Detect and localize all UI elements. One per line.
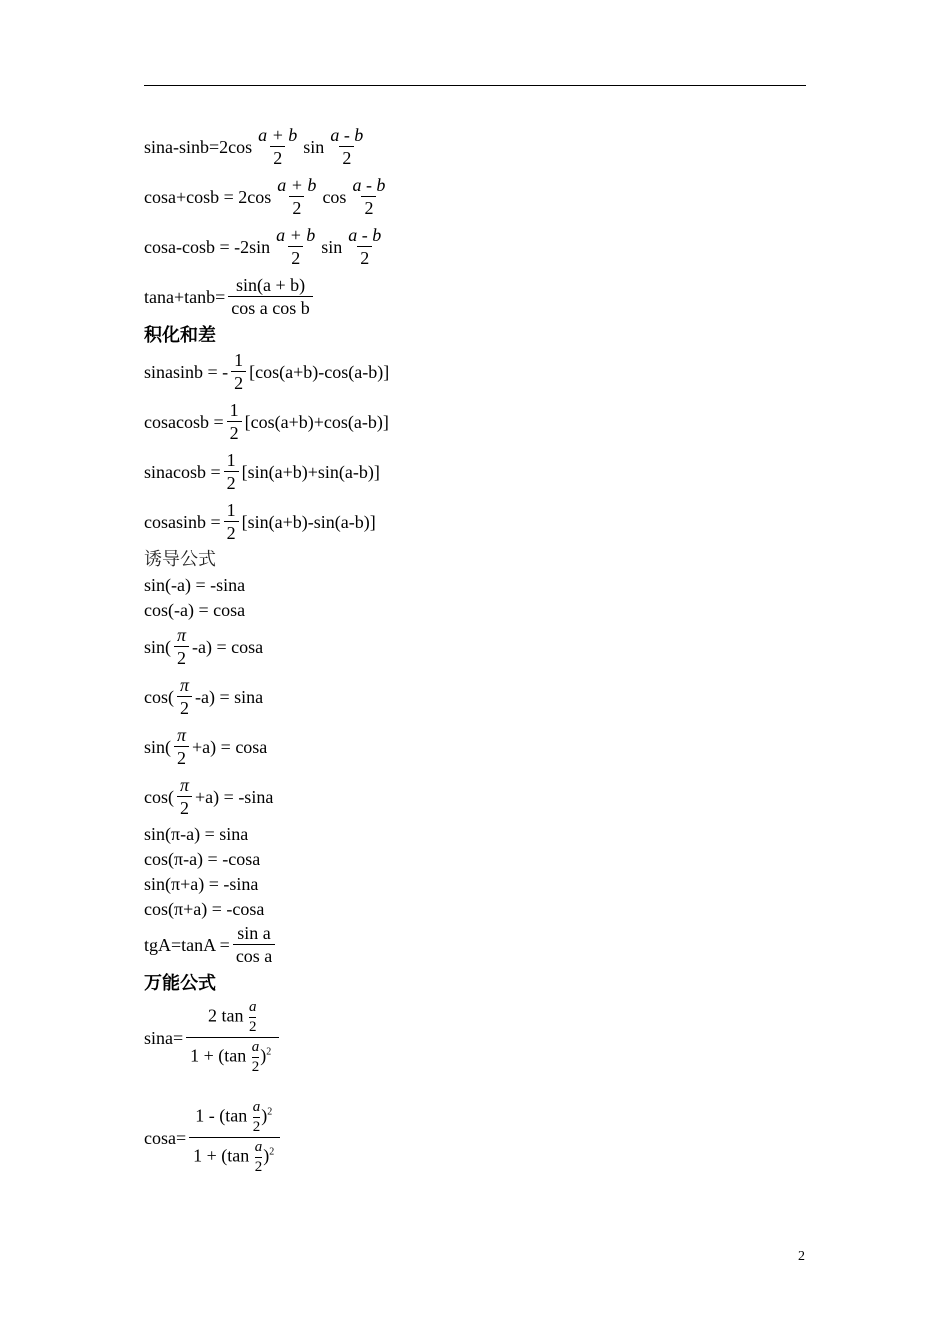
- formula-cos-pi-minus: cos(π-a) = -cosa: [144, 849, 261, 869]
- formula-cos-pi-plus: cos(π+a) = -cosa: [144, 899, 265, 919]
- formula-induction-3: sin( $\frac{\pi}{2}$ +a) = cosa: [144, 725, 268, 768]
- formula-sinasinb: sinasinb = - $\frac{1}{2}$ [cos(a+b)-cos(a-b)]: [144, 350, 390, 393]
- formula-induction-2: cos( $\frac{\pi}{2}$ -a) = sina: [144, 675, 264, 718]
- header-rule: [144, 85, 806, 86]
- fraction: $\frac{a + b}{2}$: [258, 125, 298, 168]
- heading-universal: 万能公式: [144, 973, 216, 994]
- heading-product-to-sum: 积化和差: [144, 325, 216, 346]
- fraction-a-half: $\frac{a}{2}$: [254, 1139, 263, 1175]
- fraction-large: 1 - (tan $\frac{a}{2}$ )$^2$ 1 + (tan $\frac{a}{2}$ )$^2$: [189, 1100, 280, 1175]
- formula-sin-pi-plus: sin(π+a) = -sina: [144, 874, 259, 894]
- formula-sinacosb: sinacosb = $\frac{1}{2}$ [sin(a+b)+sin(a-b)]: [144, 450, 380, 493]
- formula-sin-neg: sin(-a) = -sina: [144, 575, 246, 595]
- heading-induction: 诱导公式: [144, 549, 216, 570]
- formula-lhs: sina-sinb=2cos: [144, 136, 253, 157]
- fraction-pi-half: $\frac{\pi}{2}$: [177, 676, 192, 717]
- formula-universal-cos: cosa= 1 - (tan $\frac{a}{2}$ )$^2$ 1 + (tan $\frac{a}{2}$ )$^2$: [144, 1100, 283, 1175]
- formula-tga: tgA=tanA = $\frac{\text{sin a}}{\text{cos a}}$: [144, 924, 278, 965]
- formula-lhs: cosa-cosb = -2sin: [144, 236, 271, 257]
- fraction: $\frac{\sin(a + b)}{\text{cos a cos b}}$: [228, 276, 312, 317]
- fraction-pi-half: $\frac{\pi}{2}$: [174, 726, 189, 767]
- fraction: $\frac{a - b}{2}$: [348, 225, 382, 268]
- fraction-a-half: $\frac{a}{2}$: [251, 1039, 260, 1075]
- formula-induction-4: cos( $\frac{\pi}{2}$ +a) = -sina: [144, 775, 274, 818]
- fraction: $\frac{\text{sin a}}{\text{cos a}}$: [233, 924, 275, 965]
- formula-cos-neg: cos(-a) = cosa: [144, 600, 246, 620]
- fraction: $\frac{a - b}{2}$: [330, 125, 364, 168]
- fraction-pi-half: $\frac{\pi}{2}$: [177, 776, 192, 817]
- formula-tan-sum: [144, 276, 316, 317]
- fraction: $\frac{a - b}{2}$: [352, 175, 386, 218]
- fraction-half: $\frac{1}{2}$: [231, 351, 246, 392]
- page-number: 2: [798, 1249, 805, 1264]
- fraction-a-half: $\frac{a}{2}$: [252, 1099, 261, 1135]
- formula-cos-diff: cosa-cosb = -2sin $\frac{a + b}{2}$ sin $\frac{a - b}{2}$: [144, 226, 387, 267]
- fraction-half: $\frac{1}{2}$: [224, 451, 239, 492]
- formula-sin-pi-minus: sin(π-a) = sina: [144, 824, 249, 844]
- formula-cos-sum: cosa+cosb = 2cos $\frac{a + b}{2}$ cos $\frac{a - b}{2}$: [144, 176, 391, 217]
- fraction: $\frac{a + b}{2}$: [276, 225, 316, 268]
- fraction-a-half: $\frac{a}{2}$: [248, 999, 257, 1035]
- formula-universal-sin: sina= 2 tan $\frac{a}{2}$ 1 + (tan $\frac{a}{2}$ )$^2$: [144, 1000, 282, 1075]
- formula-lhs: cosa+cosb = 2cos: [144, 186, 272, 207]
- formula-cosasinb: cosasinb = $\frac{1}{2}$ [sin(a+b)-sin(a-b)]: [144, 500, 376, 543]
- fraction: $\frac{a + b}{2}$: [277, 175, 317, 218]
- formula-sin-diff: sina-sinb=2cos $\frac{a + b}{2}$ sin $\frac{a - b}{2}$: [144, 126, 369, 167]
- fraction-half: $\frac{1}{2}$: [227, 401, 242, 442]
- fraction-large: 2 tan $\frac{a}{2}$ 1 + (tan $\frac{a}{2}$ )$^2$: [186, 1000, 279, 1075]
- formula-cosacosb: cosacosb = $\frac{1}{2}$ [cos(a+b)+cos(a-b)]: [144, 400, 389, 443]
- formula-induction-1: sin( $\frac{\pi}{2}$ -a) = cosa: [144, 625, 264, 668]
- fraction-half: $\frac{1}{2}$: [224, 501, 239, 542]
- formula-lhs: tana+tanb=: [144, 286, 226, 307]
- fraction-pi-half: $\frac{\pi}{2}$: [174, 626, 189, 667]
